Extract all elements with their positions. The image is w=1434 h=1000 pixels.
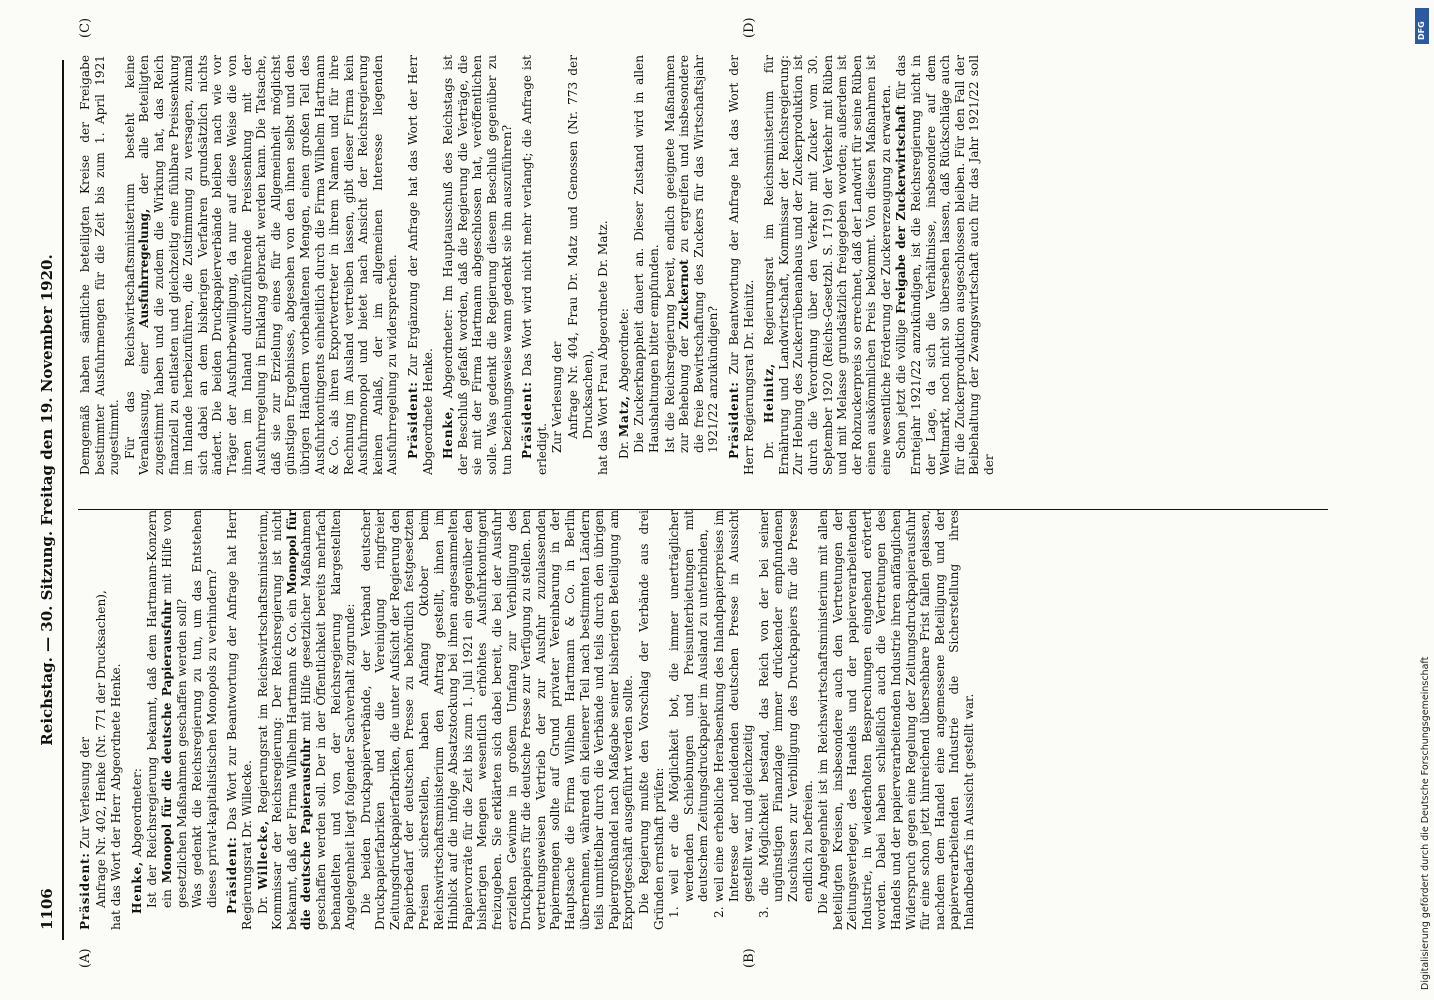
paragraph: Die Regierung mußte den Vorschlag der Verbände aus drei Gründen ernsthaft prüfen: <box>636 510 666 930</box>
page-number: 1106 <box>38 888 56 930</box>
speaker-name: Präsident: <box>78 852 92 930</box>
digitization-footer <box>1406 0 1434 1000</box>
right-column <box>78 55 1328 475</box>
paragraph: Henke, Abgeordneter: Im Hauptausschuß des Reichstags ist der Beschluß gefaßt worden, daß die Regierung die Verträge, die sie mit der Firma Hartmann abgeschlossen hat, veröffentlichen solle. Was gedenkt die Regierung diesem Beschluß gegenüber zu tun beziehungsweise wann gedenkt sie ihn auszuführen? <box>441 55 514 475</box>
paragraph: hat das Wort Frau Abgeordnete Dr. Matz. <box>596 220 611 475</box>
paragraph: Ist der Reichsregierung bekannt, daß dem Hartmann-Konzern ein Monopol für die deutsche Papierausfuhr mit Hilfe von gesetzlichen Maßnahmen geschaffen werden soll? <box>145 510 189 908</box>
speaker-name: Willecke, <box>255 819 270 890</box>
paragraph: Die Zuckerknappheit dauert an. Dieser Zustand wird in allen Haushaltungen bitter empfunden. <box>632 55 661 453</box>
paragraph: Henke, Abgeordneter: <box>129 768 144 914</box>
speaker-name: Heinitz, <box>762 362 777 424</box>
margin-mark-a: (A) <box>78 948 93 968</box>
paragraph: Demgemäß haben sämtliche beteiligten Kreise der Freigabe bestimmter Ausfuhrmengen für die Zeit bis zum 1. April 1921 zugestimmt. <box>78 55 122 475</box>
paragraph: Präsident: Das Wort zur Beantwortung der Anfrage hat Herr Regierungsrat Dr. Willecke. <box>225 510 254 930</box>
paragraph: Dr. Heinitz, Regierungsrat im Reichsministerium für Ernährung und Landwirtschaft, Kommissar der Reichsregierung: Zur Hebung des Zuckerrübenanbaus und der Zuckerproduktion ist durch die Verordnung über den Verkehr mit Zucker vom 30. September 1920 (Reichs-Gesetzbl. S. 1719) der Verkehr mit Rüben und mit Melasse grundsätzlich freigegeben worden; außerdem ist der Rohzuckerpreis so errechnet, daß der Landwirt für seine Rüben einen auskömmlichen Preis bekommt. Von diesen Maßnahmen ist eine wesentliche Förderung der Zuckererzeugung zu erwarten. <box>762 55 893 475</box>
paragraph: Ist die Reichsregierung bereit, endlich geeignete Maßnahmen zur Behebung der Zuckernot zu ergreifen und insbesondere die freie Bewirtschaftung des Zuckers für das Wirtschaftsjahr 1921/22 anzukündigen? <box>662 55 721 453</box>
paragraph: Was gedenkt die Reichsregierung zu tun, um das Entstehen dieses privat-kapitalistischen Monopols zu verhindern? <box>190 510 219 908</box>
paragraph: Präsident: Das Wort wird nicht mehr verlangt; die Anfrage ist erledigt. <box>520 55 549 475</box>
digitization-note: Digitalisierung gefördert durch die Deutsche Forschungsgemeinschaft <box>1420 656 1431 990</box>
header-rule <box>62 60 64 940</box>
speaker-name: Präsident: <box>726 381 741 459</box>
speaker-name: Henke, <box>129 861 144 914</box>
paragraph: Schon jetzt die völlige Freigabe der Zuckerwirtschaft für das Erntejahr 1921/22 anzukündigen, ist die Reichsregierung nicht in der Lage, da sich die Verhältnisse, insbesondere auf dem Weltmarkt, noch nicht so übersehen lassen, daß Rückschläge auch für die Zuckerproduktion ausgeschlossen bleiben. Für den Fall der Beibehaltung der Zwangswirtschaft auch für das Jahr 1921/22 soll der <box>894 55 997 475</box>
dfg-logo <box>1415 8 1429 44</box>
paragraph: hat das Wort der Herr Abgeordnete Henke. <box>109 663 124 930</box>
paragraph: Die beiden Druckpapierverbände, der Verband deutscher Druckpapierfabriken und die Vereinigung ringfreier Zeitungsdruckpapierfabriken, die unter Aufsicht der Regierung den Papierbedarf der deutschen Presse zu behördlich festgesetzten Preisen sicherstellen, haben Anfang Oktober beim Reichswirtschaftsministerium den Antrag gestellt, ihnen im Hinblick auf die infolge Absatzstockung bei ihnen angesammelten Papiervorräte für die Zeit bis zum 1. Juli 1921 ein gegenüber den bisherigen Mengen wesentlich erhöhtes Ausfuhrkontingent freizugeben. Sie erklärten sich dabei bereit, die bei der Ausfuhr erzielten Gewinne in großem Umfang zur Verbilligung des Druckpapiers für die deutsche Presse zur Verfügung zu stellen. Den vertretungsweisen Vertrieb der zur Ausfuhr zuzulassenden Papiermengen sollte auf Grund privater Vereinbarung in der Hauptsache die Firma Wilhelm Hartmann & Co. in Berlin übernehmen, während ein kleinerer Teil nach bestimmten Ländern teils unmittelbar durch die Verbände und teils durch den übrigen Papiergroßhandel nach Maßgabe seiner bisherigen Beteiligung am Exportgeschäft ausgeführt werden sollte. <box>358 510 636 930</box>
paragraph: Anfrage Nr. 404, Frau Dr. Matz und Genossen (Nr. 773 der Drucksachen), <box>566 55 595 439</box>
speaker-name: Präsident: <box>406 381 421 459</box>
speaker-name: Henke, <box>441 406 456 459</box>
paragraph: Zur Verlesung der <box>550 341 565 453</box>
margin-mark-b: (B) <box>742 948 757 968</box>
running-header: Reichstag. — 30. Sitzung. Freitag den 19. November 1920. <box>38 254 56 746</box>
speaker-name: Matz, <box>616 395 631 438</box>
list-item: 2. weil eine erhebliche Herabsenkung des Inlandpapierpreises im Interesse der notleidenden deutschen Presse in Aussicht gestellt war, und gleichzeitig <box>711 510 756 918</box>
speaker-name: Präsident: <box>520 381 535 459</box>
left-column <box>78 510 1328 930</box>
paragraph: Die Angelegenheit ist im Reichswirtschaftsministerium mit allen beteiligten Kreisen, insbesondere auch den Vertretungen der Zeitungsverleger, des Handels und der papierverarbeitenden Industrie, in wiederholten Besprechungen eingehend erörtert worden. Dabei haben schließlich auch die Vertretungen des Handels und der papierverarbeitenden Industrie ihren anfänglichen Widerspruch gegen eine Regelung der Zeitungsdruckpapierausfuhr für eine schon jetzt hinreichend übersehbare Frist fallen gelassen, nachdem dem Handel eine angemessene Beteiligung und der papierverarbeitenden Industrie die Sicherstellung ihres Inlandbedarfs in Aussicht gestellt war. <box>816 510 977 930</box>
margin-mark-d: (D) <box>742 17 757 38</box>
list-item: 1. weil er die Möglichkeit bot, die immer unerträglicher werdenden Schiebungen und Preisunterbietungen mit deutschem Zeitungsdruckpapier im Ausland zu unterbinden, <box>667 510 711 918</box>
paragraph: Präsident: Zur Ergänzung der Anfrage hat das Wort der Herr Abgeordnete Henke. <box>406 55 435 475</box>
paragraph: Präsident: Zur Beantwortung der Anfrage hat das Wort der Herr Regierungsrat Dr. Heinitz. <box>726 55 756 475</box>
paragraph: Dr. Matz, Abgeordnete: <box>616 308 631 459</box>
margin-mark-c: (C) <box>78 17 93 38</box>
speaker-name: Präsident: <box>225 836 240 914</box>
paragraph: Dr. Willecke, Regierungsrat im Reichswirtschaftsministerium, Kommissar der Reichsregierung: Der Reichsregierung ist nicht bekannt, daß der Firma Wilhelm Hartmann & Co. ein Monopol für die deutsche Papierausfuhr mit Hilfe gesetzlicher Maßnahmen geschaffen werden soll. Der in der Öffentlichkeit bereits mehrfach behandelten und von der Reichsregierung klargestellten Angelegenheit liegt folgender Sachverhalt zugrunde: <box>255 510 358 930</box>
paragraph: Präsident: Zur Verlesung der <box>78 736 92 930</box>
paragraph: Anfrage Nr. 402, Henke (Nr. 771 der Drucksachen), <box>93 590 108 908</box>
dfg-logo-text: DFG <box>1417 21 1426 40</box>
list-item: 3. die Möglichkeit bestand, das Reich von der bei seiner ungünstigen Finanzlage immer drückender empfundenen Zuschüssen zur Verbilligung des Druckpapiers für die Presse endlich zu befreien. <box>756 510 815 918</box>
paragraph: Für das Reichswirtschaftsministerium besteht keine Veranlassung, einer Ausfuhrregelung, der alle Beteiligten zugestimmt haben und die zudem die Wirkung hat, das Reich finanziell zu entlasten und gleichzeitig eine fühlbare Preissenkung im Inlande herbeizuführen, die Zustimmung zu versagen, zumal sich dabei an dem bisherigen Verfahren grundsätzlich nichts ändert. Die beiden Druckpapierverbände bleiben nach wie vor Träger der Ausfuhrbewilligung, da nur auf diese Weise die von ihnen im Inland durchzuführende Preissenkung mit der Ausfuhrregelung in Einklang gebracht werden kann. Die Tatsache, daß sie zur Erzielung eines für die Allgemeinheit möglichst günstigen Ergebnisses, abgesehen von den ihnen selbst und den übrigen Händlern vorbehaltenen Mengen, einen großen Teil des Ausfuhrkontingents einheitlich durch die Firma Wilhelm Hartmann & Co. als ihren Exportvertreter in ihrem Namen und für ihre Rechnung im Ausland vertreiben lassen, gibt dieser Firma kein Ausfuhrmonopol und bietet nach Ansicht der Reichsregierung keinen Anlaß, der im allgemeinen Interesse liegenden Ausfuhrregelung zu widersprechen. <box>122 55 400 475</box>
